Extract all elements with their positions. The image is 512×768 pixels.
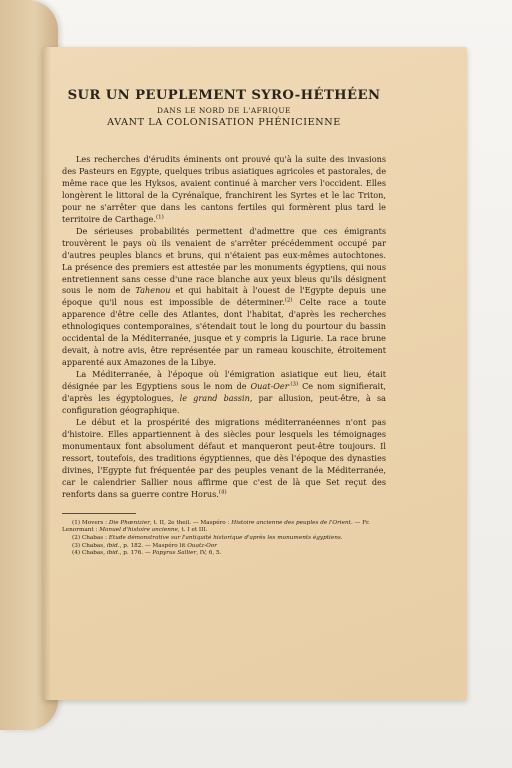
text-run: (3) Chabas, — [72, 542, 107, 549]
text-run: (1) Movers : — [72, 519, 109, 526]
italic-text: le grand bassin — [179, 393, 250, 404]
text-run: La Méditerranée, à l'époque où l'émigration asiatique eut lieu, était désignée par les Egyptiens sous le nom de — [62, 369, 386, 392]
footnote-reference: (2) — [284, 297, 293, 304]
text-run: et qui habitait à l'ouest de l'Egypte depuis une époque qu'il nous est impossible de déterminer. — [62, 285, 386, 308]
footnote-rule — [62, 513, 136, 514]
italic-text: Etude démonstrative sur l'antiquité historique d'après les monuments égyptiens — [108, 535, 341, 542]
text-run: . — [340, 535, 343, 542]
footnotes — [62, 520, 386, 559]
text-run: Les recherches d'érudits éminents ont prouvé qu'à la suite des invasions des Pasteurs en Egypte, quelques tribus asiatiques agricoles et pastorales, de même race que les Hyksos, avaient continué à marcher vers l'occident. Elles longèrent le littoral de la Cyrénaïque, franchirent les Syrtes et le lac Triton, pour ne s'arrêter que dans les cantons fertiles qui formèrent plus tard le territoire de Carthage. — [62, 154, 386, 224]
text-run: Celte race a toute apparence d'être celle des Atlantes, dont l'habitat, d'après les recherches ethnologiques contemporaines, s'étendait tout le long du pourtour du bassin occidental de la Méditerranée, jusque et y compris la Ligurie. La race brune devait, à notre avis, être représentée par un rameau kouschite, étroitement apparenté aux Amazones de la Libye. — [62, 297, 387, 368]
text-run: , p. 182. — Maspéro lit — [119, 542, 188, 549]
italic-text: Histoire ancienne des peuples de l'Orient — [231, 519, 351, 526]
document-title: SUR UN PEUPLEMENT SYRO-HÉTHÉEN — [67, 88, 381, 103]
paragraph — [62, 417, 386, 501]
document-subtitle: AVANT LA COLONISATION PHÉNICIENNE — [107, 117, 341, 128]
text-run: , t. I et III. — [177, 527, 208, 534]
text-run: , p. 176. — — [119, 550, 153, 557]
italic-text: Manuel d'histoire ancienne — [99, 527, 178, 534]
footnote-reference: (1) — [155, 214, 164, 221]
italic-text: Tahenou — [135, 285, 171, 296]
footnote — [62, 550, 386, 558]
text-run: De sérieuses probabilités permettent d'admettre que ces émigrants trouvèrent le pays où ils venaient de s'arrêter précédemment occupé par d'autres peuples blancs et bruns, qui n'étaient pas eux-mêmes autochtones. La présence des premiers est attestée par les monuments égyptiens, qui nous entretiennent sans cesse d'une race blanche aux yeux bleus qu'ils désignent sous le nom de — [62, 225, 386, 296]
text-run: , IV, 6, 5. — [196, 550, 222, 557]
document-subtitle-small: DANS LE NORD DE L'AFRIQUE — [157, 106, 291, 115]
page-shadow — [43, 47, 51, 700]
text-run: (2) Chabas : — [72, 535, 109, 542]
paragraph — [62, 369, 386, 417]
text-run: , par allusion, peut-être, à sa configuration géographique. — [62, 393, 386, 416]
footnote-reference: (4) — [218, 488, 227, 495]
italic-text: Ouatz-Oor — [187, 542, 217, 549]
text-run: Ce nom signifierait, d'après les égyptologues, — [62, 381, 387, 404]
text-run: . — Fr. Lenormant : — [62, 519, 370, 534]
italic-text: ibid. — [106, 550, 120, 557]
footnote — [62, 535, 386, 543]
page-content — [62, 88, 386, 558]
text-run: Le début et la prospérité des migrations méditerranéennes n'ont pas d'histoire. Elles appartiennent à des siècles pour lesquels les témoignages monumentaux font absolument défaut et manqueront peut-être toujours. Il ressort, toutefois, des traditions égyptiennes, que dès l'époque des dynasties divines, l'Egypte fut fréquentée par des peuples venant de la Méditerranée, car le calendrier Sallier nous affirme que c'est de là que Set reçut des renforts dans sa guerre contre Horus. — [62, 416, 386, 499]
paragraph — [62, 154, 386, 226]
text-run: , t. II, 2e theil. — Maspéro : — [149, 519, 232, 526]
text-run: (4) Chabas, — [72, 550, 107, 557]
paragraph — [62, 226, 386, 369]
italic-text: Papyrus Sallier — [152, 550, 197, 557]
footnote — [62, 520, 386, 535]
italic-text: Die Phœnizier — [108, 519, 150, 526]
body-text — [62, 154, 386, 501]
italic-text: Ouat-Oer — [250, 381, 289, 392]
footnote-reference: .(3) — [288, 381, 299, 388]
italic-text: ibid. — [106, 542, 120, 549]
